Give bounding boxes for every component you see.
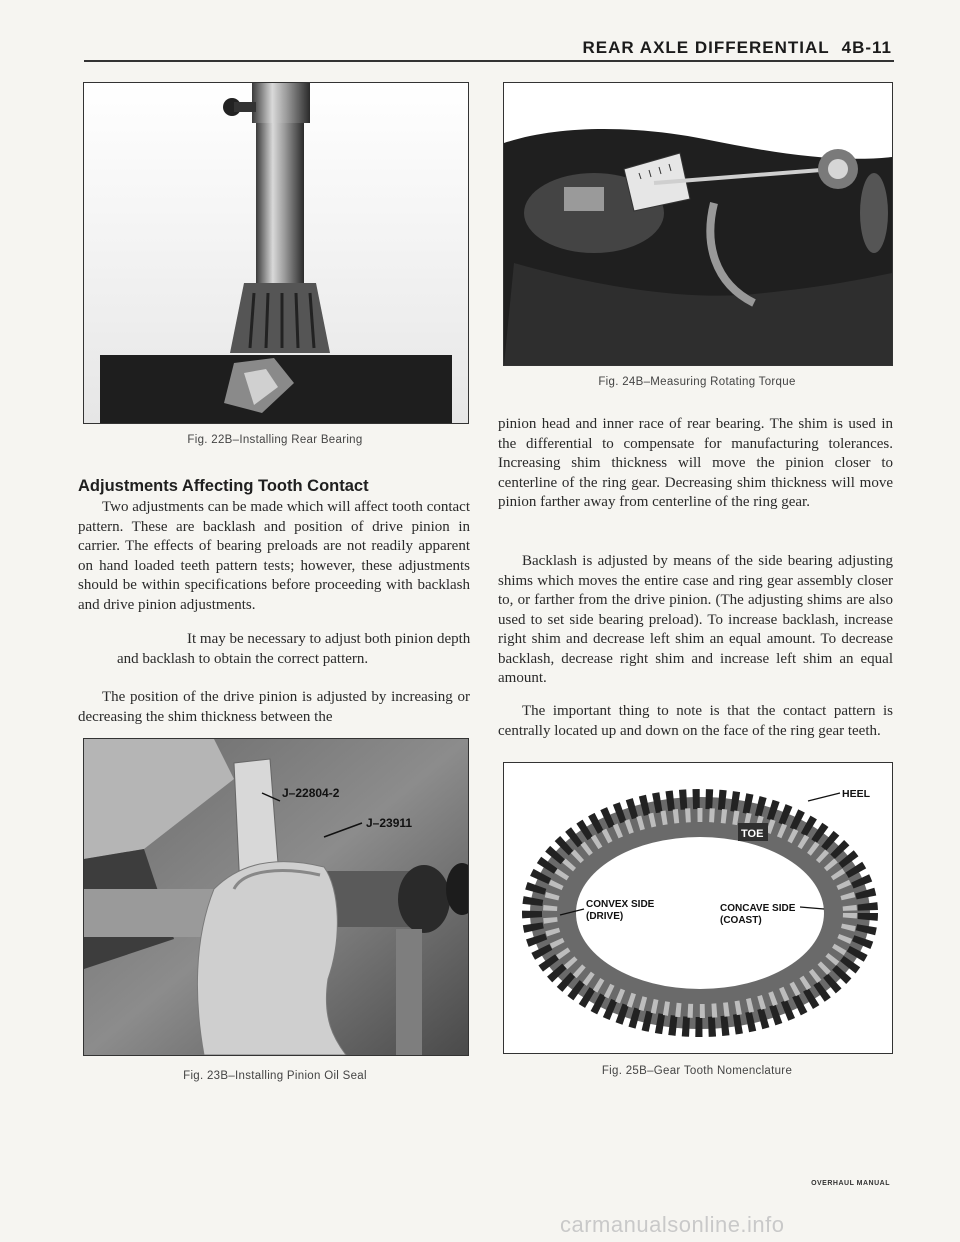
paragraph-drive-pinion: The position of the drive pinion is adjusted by increasing or decreasing the shim thickness between the <box>78 689 470 725</box>
page-number: 4B-11 <box>841 38 892 57</box>
rear-bearing-illustration <box>84 83 468 423</box>
note-pattern: It may be necessary to adjust both pinion depth and backlash to obtain the correct pattern. <box>117 631 471 667</box>
section-heading: Adjustments Affecting Tooth Contact <box>78 477 369 495</box>
paragraph-pinion-head: pinion head and inner race of rear bearing. The shim is used in the differential to compensate for manufacturing tolerances. Increasing shim thickness will move the pinion closer to centerline of the ring gear. Decreasing shim thickness will move pinion farther away from centerline of the ring gear. <box>498 416 893 510</box>
footer-mark: OVERHAUL MANUAL <box>811 1180 890 1187</box>
paragraph-contact-pattern: The important thing to note is that the contact pattern is centrally located up and down on the face of the ring gear teeth. <box>498 703 893 739</box>
figure-22b-caption: Fig. 22B–Installing Rear Bearing <box>187 434 363 446</box>
coast-label: (COAST) <box>720 915 762 926</box>
gear-tooth-illustration <box>504 763 892 1053</box>
figure-22b-photo <box>83 82 469 424</box>
figure-23b-photo <box>83 738 469 1056</box>
paragraph-backlash: Backlash is adjusted by means of the side bearing adjusting shims which moves the entire case and ring gear assembly closer to, or farther from the drive pinion. (The adjusting shims are also used to set side bearing preload). To increase backlash, increase right shim and decrease left shim an equal amount. To decrease backlash, decrease right shim and increase left shim an equal amount. <box>498 553 893 686</box>
tool-label-j23911: J–23911 <box>366 816 413 830</box>
figure-24b-photo <box>503 82 893 366</box>
figure-25b-caption: Fig. 25B–Gear Tooth Nomenclature <box>601 1065 793 1077</box>
toe-label: TOE <box>741 828 764 840</box>
figure-23b-caption: Fig. 23B–Installing Pinion Oil Seal <box>183 1070 367 1082</box>
header-title: REAR AXLE DIFFERENTIAL <box>582 38 830 57</box>
watermark: carmanualsonline.info <box>560 1212 785 1237</box>
concave-side-label: CONCAVE SIDE <box>720 903 796 914</box>
page-header <box>583 38 892 58</box>
rotating-torque-illustration <box>504 83 892 365</box>
drive-label: (DRIVE) <box>586 911 624 922</box>
pinion-seal-illustration <box>84 739 468 1055</box>
header-rule <box>84 60 894 62</box>
heel-label: HEEL <box>842 788 871 800</box>
figure-24b-caption: Fig. 24B–Measuring Rotating Torque <box>598 376 796 388</box>
tool-label-j22804: J–22804-2 <box>282 786 340 800</box>
convex-side-label: CONVEX SIDE <box>586 899 655 910</box>
paragraph-tooth-contact: Two adjustments can be made which will affect tooth contact pattern. These are backlash and position of drive pinion in carrier. The effects of bearing preloads are not readily apparent on hand loaded teeth pattern tests; however, these adjustments should be within specifications before proceeding with backlash and drive pinion adjustments. <box>78 499 470 613</box>
figure-25b-photo <box>503 762 893 1054</box>
